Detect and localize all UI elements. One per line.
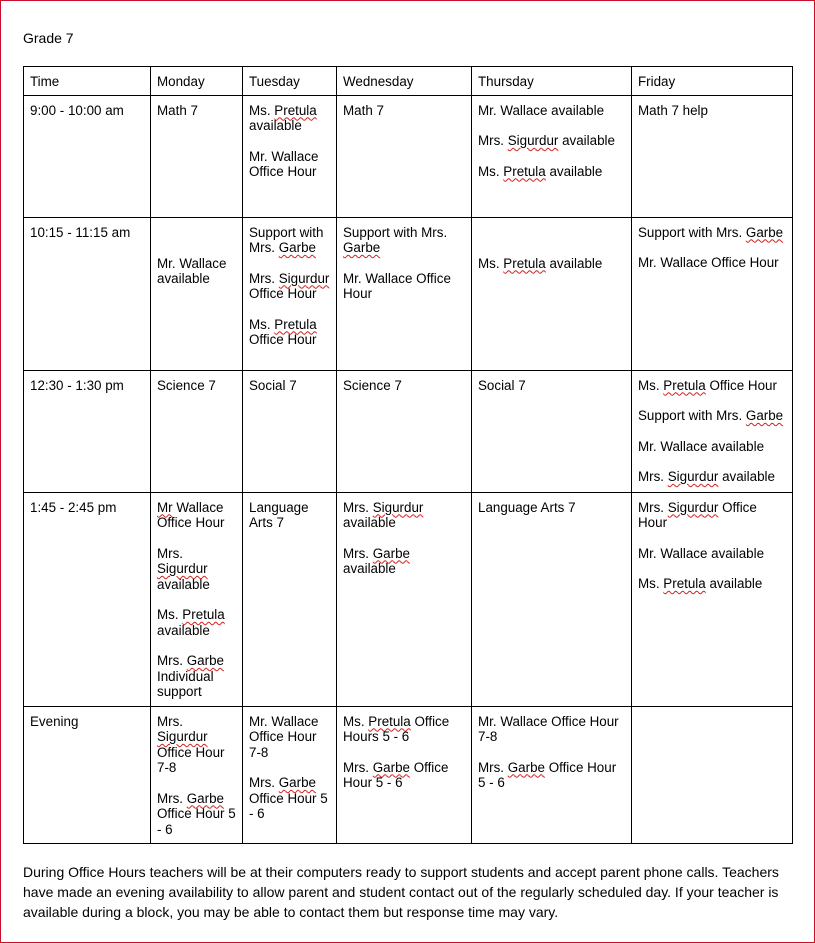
cell-entry: Mrs. Sigurdur Office Hour 7-8 [157, 713, 225, 775]
cell-entry: Ms. Pretula Office Hour [638, 377, 777, 393]
cell-entry: Mr. Wallace Office Hour 7-8 [249, 713, 319, 760]
cell-entry: Mr. Wallace Office Hour 7-8 [478, 713, 619, 744]
time-cell: 9:00 - 10:00 am [24, 95, 151, 217]
monday-cell [151, 370, 243, 492]
cell-entry: Mrs. Garbe Office Hour 5 - 6 [343, 759, 449, 790]
cell-entry: Mrs. Sigurdur available [157, 545, 210, 592]
thursday-cell [472, 492, 632, 706]
cell-entry: Mr Wallace Office Hour [157, 499, 225, 530]
header-monday: Monday [151, 67, 243, 96]
cell-entry: Math 7 [343, 102, 384, 118]
cell-entry: Mrs. Garbe available [343, 545, 410, 576]
wednesday-cell [337, 492, 472, 706]
time-cell: 10:15 - 11:15 am [24, 217, 151, 370]
cell-entry: Mr. Wallace available [478, 102, 605, 118]
cell-entry: Mr. Wallace available [638, 545, 765, 561]
friday-cell [632, 706, 793, 843]
monday-cell [151, 706, 243, 843]
cell-entry: Ms. Pretula Office Hours 5 - 6 [343, 713, 450, 744]
friday-cell [632, 217, 793, 370]
thursday-cell [472, 217, 632, 370]
cell-entry: Mrs. Sigurdur Office Hour [638, 499, 757, 530]
cell-entry: Mr. Wallace Office Hour [249, 148, 319, 179]
cell-entry: Ms. Pretula available [478, 163, 603, 179]
cell-entry: Mr. Wallace available [638, 438, 765, 454]
cell-entry: Language Arts 7 [249, 499, 309, 530]
header-time: Time [24, 67, 151, 96]
tuesday-cell [243, 95, 337, 217]
cell-entry: Mrs. Garbe Office Hour 5 - 6 [157, 790, 236, 837]
cell-entry: Support with Mrs. Garbe [638, 408, 784, 423]
cell-entry: Ms. Pretula available [638, 576, 763, 591]
header-wednesday: Wednesday [337, 67, 472, 96]
header-tuesday: Tuesday [243, 67, 337, 96]
tuesday-cell [243, 370, 337, 492]
header-row [24, 67, 793, 96]
cell-entry: Language Arts 7 [478, 499, 576, 515]
cell-entry: Support with Mrs. Garbe [638, 224, 784, 240]
tuesday-cell [243, 492, 337, 706]
wednesday-cell [337, 706, 472, 843]
cell-entry: Science 7 [157, 377, 216, 393]
table-row [24, 217, 793, 370]
table-row [24, 492, 793, 706]
friday-cell [632, 95, 793, 217]
wednesday-cell [337, 95, 472, 217]
thursday-cell [472, 370, 632, 492]
tuesday-cell [243, 217, 337, 370]
table-row [24, 706, 793, 843]
cell-entry: Ms. Pretula Office Hour [249, 316, 317, 347]
monday-cell [151, 95, 243, 217]
cell-entry: Mrs. Sigurdur available [478, 133, 615, 148]
cell-entry: Science 7 [343, 377, 402, 393]
table-row [24, 370, 793, 492]
friday-cell [632, 370, 793, 492]
cell-entry: Mrs. Sigurdur Office Hour [249, 270, 330, 301]
thursday-cell [472, 95, 632, 217]
cell-entry: Support with Mrs. Garbe [249, 224, 324, 255]
time-cell: Evening [24, 706, 151, 843]
cell-entry: Mrs. Sigurdur available [638, 469, 775, 484]
cell-entry: Math 7 help [638, 102, 708, 118]
footer-note: During Office Hours teachers will be at their computers ready to support students and accept parent phone calls. Teachers have made an evening availability to allow parent and student contact out of the regularly scheduled day. If your teacher is available during a block, you may be able to contact them but response time may vary. [23, 864, 779, 920]
cell-entry: Ms. Pretula available [478, 255, 603, 271]
cell-entry: Ms. Pretula available [249, 102, 317, 133]
cell-entry: Mrs. Garbe Office Hour 5 - 6 [249, 775, 328, 821]
cell-entry: Social 7 [249, 377, 297, 393]
tuesday-cell [243, 706, 337, 843]
header-thursday: Thursday [472, 67, 632, 96]
thursday-cell [472, 706, 632, 843]
wednesday-cell [337, 217, 472, 370]
schedule-table [23, 66, 793, 844]
cell-entry: Mr. Wallace Office Hour [638, 255, 779, 270]
cell-entry: Math 7 [157, 102, 198, 118]
cell-entry: Social 7 [478, 377, 526, 393]
page-title: Grade 7 [23, 30, 74, 46]
monday-cell [151, 492, 243, 706]
friday-cell [632, 492, 793, 706]
wednesday-cell [337, 370, 472, 492]
cell-entry: Mr. Wallace Office Hour [343, 270, 451, 301]
time-cell: 1:45 - 2:45 pm [24, 492, 151, 706]
table-row [24, 95, 793, 217]
cell-entry: Mrs. Garbe Individual support [157, 653, 224, 699]
cell-entry: Mrs. Sigurdur available [343, 499, 424, 530]
cell-entry: Mrs. Garbe Office Hour 5 - 6 [478, 759, 617, 790]
cell-entry: Ms. Pretula available [157, 607, 225, 638]
cell-entry: Support with Mrs. Garbe [343, 224, 448, 255]
time-cell: 12:30 - 1:30 pm [24, 370, 151, 492]
monday-cell [151, 217, 243, 370]
header-friday: Friday [632, 67, 793, 96]
cell-entry: Mr. Wallace available [157, 255, 227, 286]
